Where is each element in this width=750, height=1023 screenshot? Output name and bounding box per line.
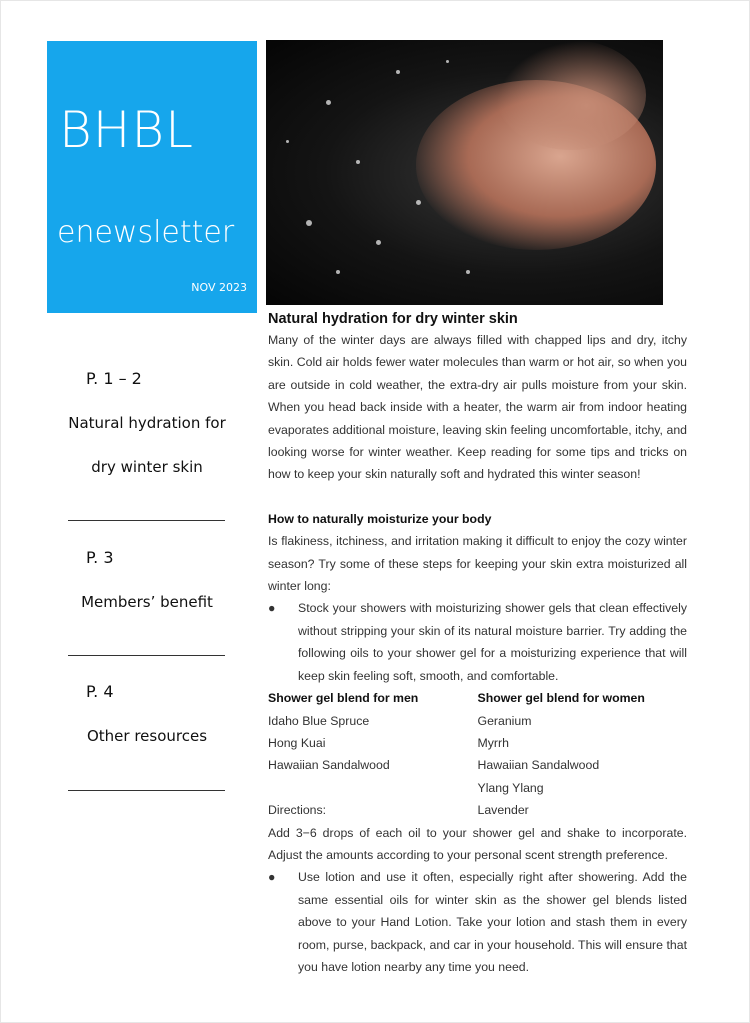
section-intro: Is flakiness, itchiness, and irritation making it difficult to enjoy the cozy winter season? Try some of these steps for keeping your skin extra moisturized all winter long:	[268, 534, 687, 594]
women-oil: Geranium	[477, 713, 532, 728]
water-hands-photo	[266, 40, 663, 305]
bullet-text: Use lotion and use it often, especially right after showering. Add the same essential oils for winter skin as the shower gel blends listed above to your Hand Lotion. Take your lotion and stash them in every room, purse, backpack, and car in your household. This will ensure that you have lotion nearby any time you need.	[298, 870, 687, 974]
men-heading: Shower gel blend for men	[268, 691, 419, 706]
bullet-item	[268, 597, 687, 687]
men-oil: Hawaiian Sandalwood	[268, 758, 390, 773]
women-oil: Lavender	[477, 803, 529, 818]
bullet-icon: ●	[268, 601, 276, 616]
oil-blends	[268, 687, 687, 821]
divider	[68, 655, 225, 656]
article-title: Natural hydration for dry winter skin	[268, 311, 518, 327]
men-oil: Idaho Blue Spruce	[268, 713, 370, 728]
bullet-icon: ●	[268, 870, 276, 885]
divider	[68, 790, 225, 791]
divider	[68, 520, 225, 521]
cover-block	[47, 41, 257, 313]
toc-page-4: P. 4	[86, 682, 114, 701]
toc-title-4[interactable]: Other resources	[86, 727, 208, 745]
toc-page-1: P. 1 – 2	[86, 369, 142, 388]
article-intro: Many of the winter days are always filled with chapped lips and dry, itchy skin. Cold air holds fewer water molecules than warm or hot air, so when you are outside in cold weather, the extra-dry air pulls moisture from your skin. When you head back inside with a heater, the warm air from indoor heating evaporates additional moisture, leaving skin feeling uncomfortable, itchy, and looking worse for winter weather. Keep reading for some tips and tricks on how to keep your skin naturally soft and hydrated this winter season!	[268, 333, 687, 482]
cover-title: BHBL	[59, 101, 194, 159]
women-oil: Myrrh	[477, 735, 509, 750]
bullet-text: Stock your showers with moisturizing shower gels that clean effectively without stripping your skin of its natural moisture barrier. Try adding the following oils to your shower gel for a moisturizing experience that will keep skin feeling soft, smooth, and comfortable.	[298, 601, 687, 683]
women-heading: Shower gel blend for women	[477, 691, 645, 706]
bullet-item	[268, 866, 687, 978]
toc-title-1a[interactable]: Natural hydration for	[68, 414, 226, 432]
men-oil: Hong Kuai	[268, 735, 326, 750]
toc-page-3: P. 3	[86, 548, 114, 567]
toc-title-3[interactable]: Members’ benefit	[81, 593, 213, 611]
directions-label: Directions:	[268, 803, 327, 818]
women-oil: Ylang Ylang	[477, 780, 544, 795]
toc-title-1b[interactable]: dry winter skin	[91, 458, 203, 476]
directions-text: Add 3−6 drops of each oil to your shower gel and shake to incorporate. Adjust the amounts according to your personal scent strength preference.	[268, 825, 687, 862]
article	[268, 309, 687, 978]
section-title: How to naturally moisturize your body	[268, 511, 492, 526]
cover-subtitle: enewsletter	[57, 215, 235, 250]
women-oil: Hawaiian Sandalwood	[477, 758, 600, 773]
cover-date: NOV 2023	[191, 281, 247, 294]
